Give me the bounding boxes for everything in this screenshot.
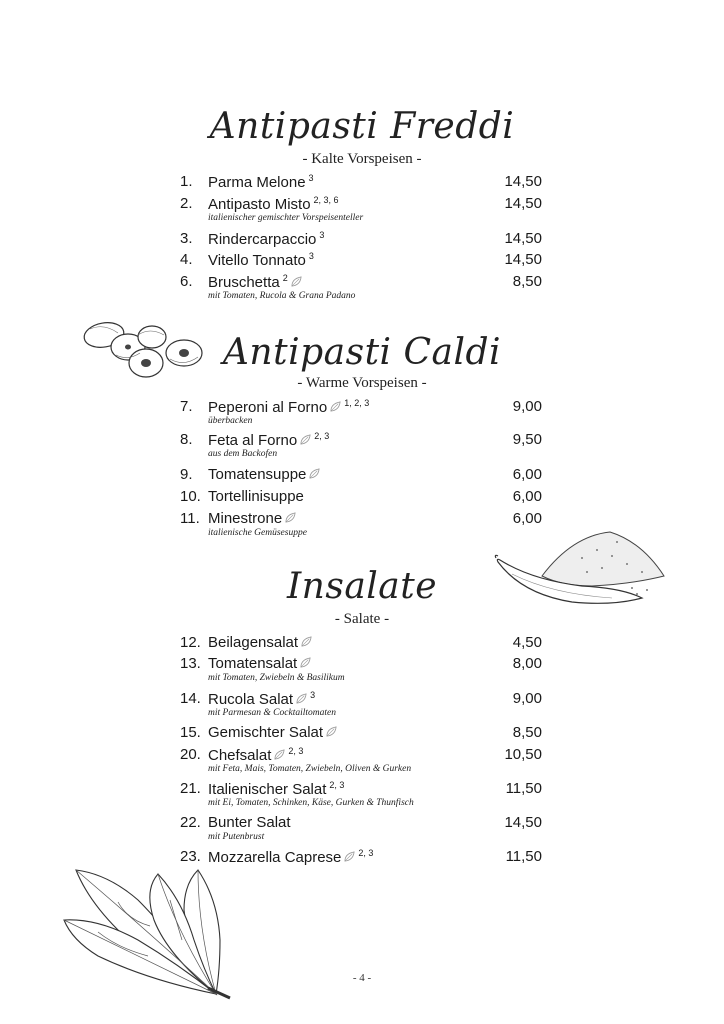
item-price: 6,00 — [512, 466, 542, 483]
item-number: 23. — [180, 848, 201, 865]
item-number: 14. — [180, 690, 201, 707]
item-name: Vitello Tonnato — [208, 252, 306, 269]
item-name-wrapper — [208, 724, 337, 741]
allergen-codes: 2, 3, 6 — [313, 195, 339, 205]
item-description: aus dem Backofen — [208, 449, 278, 459]
item-price: 6,00 — [512, 488, 542, 505]
section-title-antipasti-freddi: Antipasti Freddi — [209, 106, 515, 147]
leaf-icon — [344, 849, 355, 860]
item-name: Parma Melone — [208, 174, 306, 191]
leaf-icon — [330, 399, 341, 410]
item-price: 14,50 — [504, 195, 542, 212]
item-number: 1. — [180, 173, 193, 190]
item-description: mit Feta, Mais, Tomaten, Zwiebeln, Oliven & Gurken — [208, 764, 412, 774]
item-price: 14,50 — [504, 251, 542, 268]
item-name: Rindercarpaccio — [208, 231, 317, 248]
item-name: Peperoni al Forno — [208, 399, 328, 416]
item-name-wrapper — [208, 510, 296, 527]
item-name: Gemischter Salat — [208, 724, 324, 741]
item-price: 6,00 — [512, 510, 542, 527]
item-number: 21. — [180, 780, 201, 797]
item-price: 11,50 — [505, 780, 542, 797]
item-name-wrapper — [208, 690, 315, 708]
item-description: italienischer gemischter Vorspeisenteller — [208, 213, 364, 223]
item-number: 20. — [180, 746, 201, 763]
leaf-icon — [296, 691, 307, 702]
allergen-codes: 3 — [308, 251, 314, 261]
item-name: Minestrone — [208, 510, 283, 527]
leaf-icon — [300, 432, 311, 443]
item-price: 14,50 — [504, 230, 542, 247]
leaf-icon — [326, 724, 337, 735]
item-number: 8. — [180, 431, 193, 448]
item-price: 9,00 — [512, 690, 542, 707]
leaf-icon — [301, 634, 312, 645]
item-description: mit Tomaten, Zwiebeln & Basilikum — [208, 673, 345, 683]
item-number: 6. — [180, 273, 193, 290]
item-price: 8,50 — [512, 273, 542, 290]
allergen-codes: 3 — [319, 230, 325, 240]
item-number: 2. — [180, 195, 193, 212]
item-price: 11,50 — [505, 848, 542, 865]
item-name-wrapper — [208, 251, 314, 269]
item-name: Italienischer Salat — [208, 781, 327, 798]
leaf-icon — [300, 655, 311, 666]
item-name-wrapper — [208, 273, 302, 291]
item-name-wrapper — [208, 488, 304, 505]
section-subtitle-kalte-vorspeisen: - Kalte Vorspeisen - — [302, 151, 422, 167]
item-name: Chefsalat — [208, 747, 272, 764]
item-price: 9,50 — [512, 431, 542, 448]
item-name-wrapper — [208, 398, 369, 416]
item-name-wrapper — [208, 431, 329, 449]
item-name: Mozzarella Caprese — [208, 849, 342, 866]
item-description: mit Ei, Tomaten, Schinken, Käse, Gurken & Thunfisch — [208, 798, 414, 808]
item-number: 3. — [180, 230, 193, 247]
item-description: überbacken — [208, 416, 253, 426]
item-number: 4. — [180, 251, 193, 268]
allergen-codes: 1, 2, 3 — [344, 398, 370, 408]
spinach-illustration — [58, 860, 238, 1000]
section-subtitle-warme-vorspeisen: - Warme Vorspeisen - — [297, 375, 427, 391]
item-name: Bunter Salat — [208, 814, 291, 831]
item-price: 4,50 — [512, 634, 542, 651]
item-name: Feta al Forno — [208, 432, 298, 449]
leaf-icon — [309, 466, 320, 477]
item-name: Bruschetta — [208, 274, 280, 291]
item-name: Antipasto Misto — [208, 196, 311, 213]
item-name-wrapper — [208, 466, 320, 483]
item-description: mit Putenbrust — [208, 832, 265, 842]
item-number: 22. — [180, 814, 201, 831]
section-title-antipasti-caldi: Antipasti Caldi — [222, 332, 502, 373]
item-number: 15. — [180, 724, 201, 741]
item-name-wrapper — [208, 746, 303, 764]
page-number: - 4 - — [352, 972, 372, 984]
item-price: 8,00 — [512, 655, 542, 672]
leaf-icon — [291, 274, 302, 285]
section-title-insalate: Insalate — [286, 566, 438, 607]
item-number: 13. — [180, 655, 201, 672]
allergen-codes: 2, 3 — [358, 848, 374, 858]
allergen-codes: 2, 3 — [329, 780, 345, 790]
item-name: Rucola Salat — [208, 691, 294, 708]
item-price: 9,00 — [512, 398, 542, 415]
section-subtitle-salate: - Salate - — [334, 611, 390, 627]
leaf-icon — [274, 747, 285, 758]
item-name-wrapper — [208, 780, 344, 798]
item-name: Tortellinisuppe — [208, 488, 304, 505]
item-name-wrapper — [208, 814, 291, 831]
item-description: mit Parmesan & Cocktailtomaten — [208, 708, 336, 718]
item-name: Beilagensalat — [208, 634, 299, 651]
item-price: 8,50 — [512, 724, 542, 741]
allergen-codes: 3 — [310, 690, 316, 700]
item-price: 10,50 — [504, 746, 542, 763]
item-name-wrapper — [208, 173, 314, 191]
item-number: 7. — [180, 398, 193, 415]
item-name: Tomatensalat — [208, 655, 298, 672]
item-name-wrapper — [208, 230, 324, 248]
allergen-codes: 2, 3 — [314, 431, 330, 441]
item-number: 11. — [180, 510, 200, 527]
allergen-codes: 3 — [308, 173, 314, 183]
chili-illustration — [492, 528, 667, 610]
item-number: 9. — [180, 466, 193, 483]
item-name-wrapper — [208, 655, 311, 672]
item-number: 12. — [180, 634, 201, 651]
item-description: mit Tomaten, Rucola & Grana Padano — [208, 291, 356, 301]
item-name: Tomatensuppe — [208, 466, 307, 483]
leaf-icon — [285, 510, 296, 521]
item-name-wrapper — [208, 195, 339, 213]
item-price: 14,50 — [504, 814, 542, 831]
allergen-codes: 2, 3 — [288, 746, 304, 756]
item-description: italienische Gemüsesuppe — [208, 528, 307, 538]
item-number: 10. — [180, 488, 201, 505]
olives-illustration — [80, 315, 210, 385]
item-price: 14,50 — [504, 173, 542, 190]
allergen-codes: 2 — [282, 273, 288, 283]
item-name-wrapper — [208, 634, 312, 651]
